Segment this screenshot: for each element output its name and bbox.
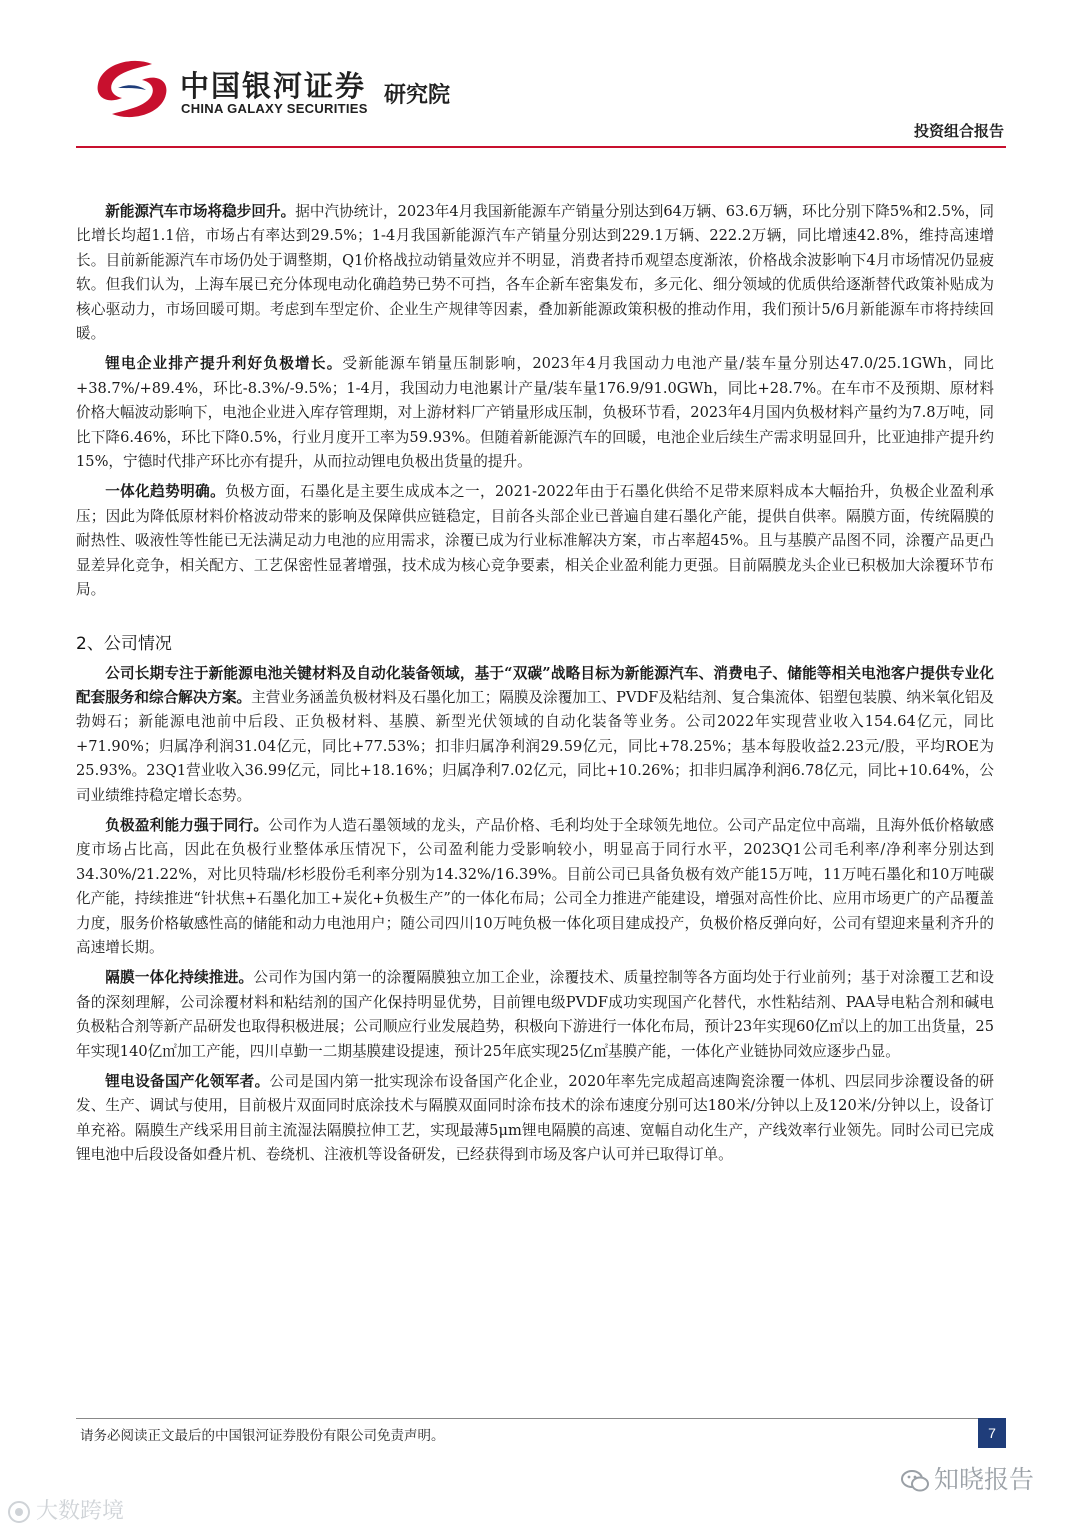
paragraph-integration-trend	[76, 480, 994, 602]
paragraph-company-overview	[76, 662, 994, 808]
header-divider	[76, 146, 1006, 148]
paragraph-lead: 新能源汽车市场将稳步回升。	[105, 203, 296, 220]
footer-divider	[76, 1418, 1006, 1419]
paragraph-lead: 负极盈利能力强于同行。	[105, 816, 269, 834]
watermark-right	[900, 1460, 1034, 1496]
institute-label: 研究院	[384, 83, 451, 108]
paragraph-body: 据中汽协统计，2023年4月我国新能源车产销量分别达到64万辆、63.6万辆，环比分别下降5%和2.5%，同比增长均超1.1倍，市场占有率达到29.5%；1-4月我国新能源汽车产销量分别达到229.1万辆、222.2万辆，同比增速42.8%，维持高速增长。目前新能源汽车市场仍处于调整期，Q1价格战拉动销量效应并不明显，消费者持币观望态度渐浓，价格战余波影响下4月市场情况仍显疲软。但我们认为，上海车展已充分体现电动化确趋势已势不可挡，各车企新车密集发布，多元化、细分领域的优质供给逐渐替代政策补贴成为核心驱动力，市场回暖可期。考虑到车型定价、企业生产规律等因素，叠加新能源政策积极的推动作用，我们预计5/6月新能源车市将持续回暖。	[76, 203, 994, 343]
brand-name-en: CHINA GALAXY SECURITIES	[181, 101, 368, 116]
paragraph-equipment	[76, 1070, 994, 1168]
paragraph-body: 主营业务涵盖负极材料及石墨化加工；隔膜及涂覆加工、PVDF及粘结剂、复合集流体、铝塑包装膜、纳米氧化铝及勃姆石；新能源电池前中后段、正负极材料、基膜、新型光伏领域的自动化装备等业务。公司2022年实现营业收入154.64亿元，同比+71.90%；归属净利润31.04亿元，同比+77.53%；扣非归属净利润29.59亿元，同比+78.25%；基本每股收益2.23元/股，平均ROE为25.93%。23Q1营业收入36.99亿元，同比+18.16%；归属净利7.02亿元，同比+10.26%；扣非归属净利润6.78亿元，同比+10.64%，公司业绩维持稳定增长态势。	[76, 688, 994, 804]
galaxy-logo-icon	[92, 58, 172, 120]
report-type: 投资组合报告	[913, 122, 1004, 140]
page-number: 7	[978, 1418, 1006, 1448]
watermark-logo-icon	[6, 1499, 32, 1525]
paragraph-body: 负极方面，石墨化是主要生成成本之一，2021-2022年由于石墨化供给不足带来原料成本大幅抬升，负极企业盈利承压；因此为降低原材料价格波动带来的影响及保障供应链稳定，目前各头部企业已普遍自建石墨化产能，提供自供率。隔膜方面，传统隔膜的耐热性、吸液性等性能已无法满足动力电池的应用需求，涂覆已成为行业标准解决方案，市占率超45%。且与基膜产品图不同，涂覆产品更凸显差异化竞争，相关配方、工艺保密性显著增强，技术成为核心竞争要素，相关企业盈利能力更强。目前隔膜龙头企业已积极加大涂覆环节布局。	[76, 483, 994, 599]
paragraph-anode-profit	[76, 814, 994, 960]
page-header	[0, 0, 1080, 150]
paragraph-lead: 锂电企业排产提升利好负极增长。	[105, 355, 343, 373]
paragraph-lead: 一体化趋势明确。	[105, 483, 226, 501]
paragraph-body: 受新能源车销量压制影响，2023年4月我国动力电池产量/装车量分别达47.0/25.1GWh，同比+38.7%/+89.4%，环比-8.3%/-9.5%；1-4月，我国动力电池累计产量/装车量176.9/91.0GWh，同比+28.7%。在车市不及预期、原材料价格大幅波动影响下，电池企业进入库存管理期，对上游材料厂产销量形成压制，负极环节看，2023年4月国内负极材料产量约为7.8万吨，同比下降6.46%，环比下降0.5%，行业月度开工率为59.93%。但随着新能源汽车的回暖，电池企业后续生产需求明显回升，比亚迪排产提升约15%，宁德时代排产环比亦有提升，从而拉动锂电负极出货量的提升。	[76, 355, 994, 471]
paragraph-body: 公司是国内第一批实现涂布设备国产化企业，2020年率先完成超高速陶瓷涂覆一体机、四层同步涂覆设备的研发、生产、调试与使用，目前极片双面同时底涂技术与隔膜双面同时涂布技术的涂布速度分别可达180米/分钟以上及120米/分钟以上，设备订单充裕。隔膜生产线采用目前主流湿法隔膜拉伸工艺，实现最薄5μm锂电隔膜的高速、宽幅自动化生产，产线效率行业领先。同时公司已完成锂电池中后段设备如叠片机、卷绕机、注液机等设备研发，已经获得到市场及客户认可并已取得订单。	[76, 1073, 994, 1164]
paragraph-lead: 隔膜一体化持续推进。	[105, 969, 254, 987]
paragraph-body: 公司作为国内第一的涂覆隔膜独立加工企业，涂覆技术、质量控制等各方面均处于行业前列；基于对涂覆工艺和设备的深刻理解，公司涂覆材料和粘结剂的国产化保持明显优势，目前锂电级PVDF成功实现国产化替代，水性粘结剂、PAA导电粘合剂和碱电负极粘合剂等新产品研发也取得积极进展；公司顺应行业发展趋势，积极向下游进行一体化布局，预计23年实现60亿㎡以上的加工出货量，25年实现140亿㎡加工产能，四川卓勤一二期基膜建设提速，预计25年底实现25亿㎡基膜产能，一体化产业链协同效应逐步凸显。	[76, 969, 994, 1060]
watermark-left	[6, 1494, 124, 1525]
paragraph-battery-production	[76, 352, 994, 474]
paragraph-lead: 公司长期专注于新能源电池关键材料及自动化装备领域，基于“双碳”战略目标为新能源汽车、消费电子、储能等相关电池客户提供专业化配套服务和综合解决方案。	[76, 664, 994, 706]
brand-name-cn: 中国银河证券	[180, 69, 367, 103]
paragraph-body: 公司作为人造石墨领域的龙头，产品价格、毛利均处于全球领先地位。公司产品定位中高端，且海外低价格敏感度市场占比高，因此在负极行业整体承压情况下，公司盈利能力受影响较小，明显高于同行水平，2023Q1公司毛利率/净利率分别达到34.30%/21.22%，对比贝特瑞/杉杉股份毛利率分别为14.32%/16.39%。目前公司已具备负极有效产能15万吨，11万吨石墨化和10万吨碳化产能，持续推进“针状焦+石墨化加工+炭化+负极生产”的一体化布局；公司全力推进产能建设，增强对高性价比、应用市场更广的产品覆盖力度，服务价格敏感性高的储能和动力电池用户；随公司四川10万吨负极一体化项目建成投产，负极价格反弹向好，公司有望迎来量利齐升的高速增长期。	[76, 816, 994, 956]
disclaimer-text: 请务必阅读正文最后的中国银河证券股份有限公司免责声明。	[80, 1428, 445, 1444]
paragraph-lead: 锂电设备国产化领军者。	[105, 1073, 270, 1090]
wechat-icon	[900, 1468, 930, 1494]
paragraph-separator	[76, 966, 994, 1064]
section-title: 2、公司情况	[76, 633, 172, 654]
watermark-left-text: 大数跨境	[36, 1499, 125, 1524]
main-content	[76, 200, 994, 1174]
paragraph-nev-market	[76, 200, 994, 346]
watermark-right-text: 知晓报告	[934, 1465, 1035, 1494]
